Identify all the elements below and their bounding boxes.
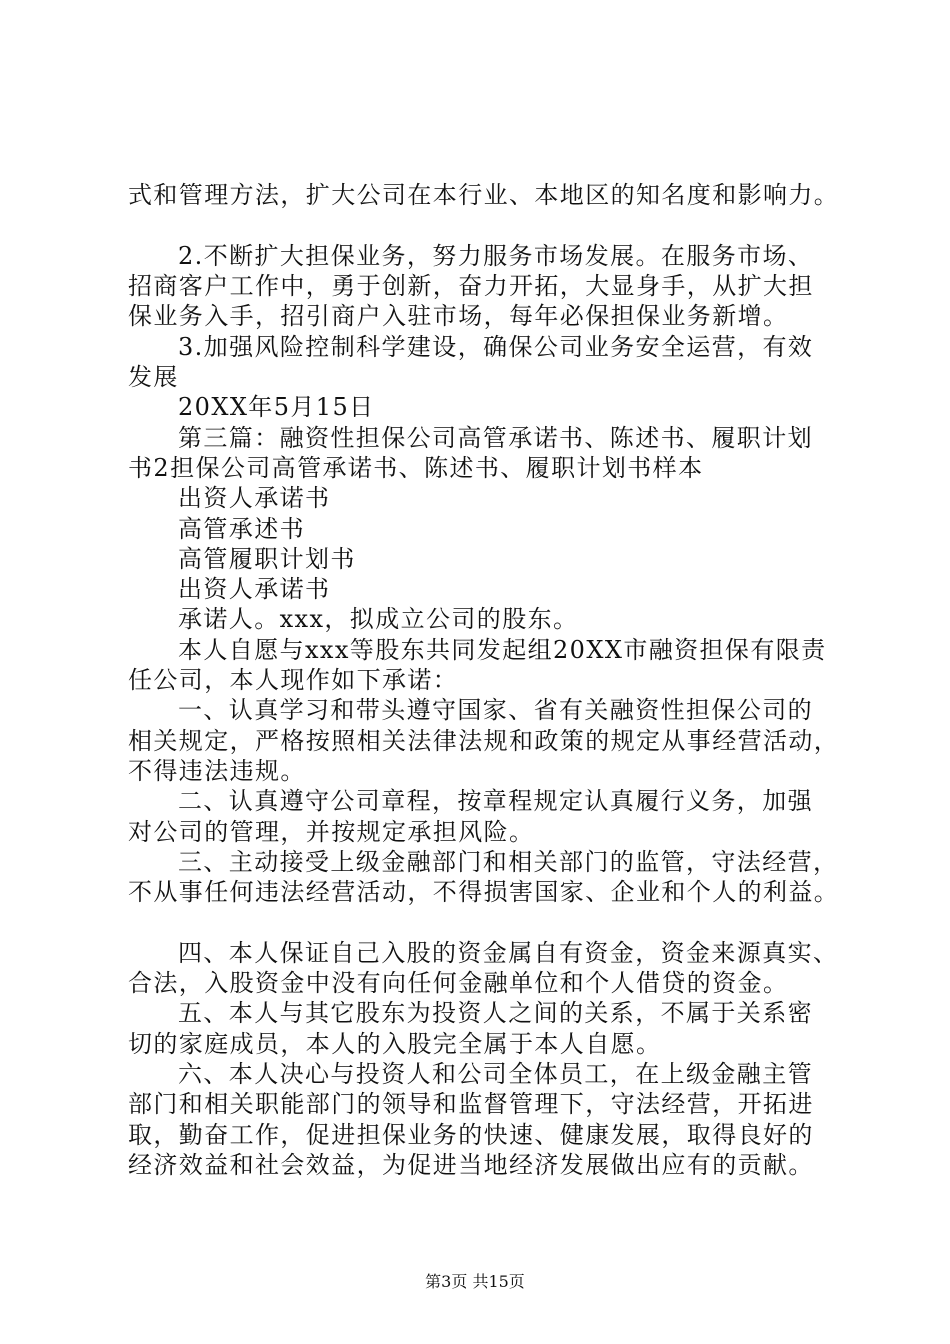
text-line: 招商客户工作中，勇于创新，奋力开拓，大显身手，从扩大担 — [128, 272, 814, 300]
section-heading-cont: 书2担保公司高管承诺书、陈述书、履职计划书样本 — [128, 454, 704, 482]
document-title: 出资人承诺书 — [178, 484, 331, 512]
text-line: 四、本人保证自己入股的资金属自有资金，资金来源真实、 — [178, 939, 839, 967]
text-line: 3.加强风险控制科学建设，确保公司业务安全运营，有效 — [178, 333, 814, 361]
text-line: 五、本人与其它股东为投资人之间的关系，不属于关系密 — [178, 999, 813, 1027]
text-line: 发展 — [128, 363, 179, 391]
text-line: 任公司，本人现作如下承诺： — [128, 666, 459, 694]
text-line: 保业务入手，招引商户入驻市场，每年必保担保业务新增。 — [128, 302, 789, 330]
document-title: 高管承述书 — [178, 515, 305, 543]
page-footer: 第3页 共15页 — [425, 1272, 525, 1291]
text-line: 对公司的管理，并按规定承担风险。 — [128, 818, 535, 846]
text-line: 一、认真学习和带头遵守国家、省有关融资性担保公司的 — [178, 696, 813, 724]
text-line: 合法，入股资金中没有向任何金融单位和个人借贷的资金。 — [128, 969, 789, 997]
text-line: 承诺人。xxx，拟成立公司的股东。 — [178, 605, 579, 633]
text-line: 2.不断扩大担保业务，努力服务市场发展。在服务市场、 — [178, 242, 814, 270]
text-line: 式和管理方法，扩大公司在本行业、本地区的知名度和影响力。 — [128, 181, 840, 209]
date-line: 20XX年5月15日 — [178, 393, 375, 421]
text-line: 六、本人决心与投资人和公司全体员工，在上级金融主管 — [178, 1060, 813, 1088]
text-line: 取，勤奋工作，促进担保业务的快速、健康发展，取得良好的 — [128, 1121, 814, 1149]
document-title: 出资人承诺书 — [178, 575, 331, 603]
text-line: 相关规定，严格按照相关法律法规和政策的规定从事经营活动， — [128, 727, 840, 755]
text-line: 二、认真遵守公司章程，按章程规定认真履行义务，加强 — [178, 787, 813, 815]
text-line: 不得违法违规。 — [128, 757, 306, 785]
text-line: 切的家庭成员，本人的入股完全属于本人自愿。 — [128, 1030, 662, 1058]
text-line: 不从事任何违法经营活动，不得损害国家、企业和个人的利益。 — [128, 878, 840, 906]
text-line: 经济效益和社会效益，为促进当地经济发展做出应有的贡献。 — [128, 1151, 814, 1179]
text-line: 部门和相关职能部门的领导和监督管理下，守法经营，开拓进 — [128, 1090, 814, 1118]
text-line: 三、主动接受上级金融部门和相关部门的监管，守法经营， — [178, 848, 839, 876]
text-line: 本人自愿与xxx等股东共同发起组20XX市融资担保有限责 — [178, 636, 827, 664]
section-heading: 第三篇：融资性担保公司高管承诺书、陈述书、履职计划 — [178, 424, 813, 452]
document-title: 高管履职计划书 — [178, 545, 356, 573]
